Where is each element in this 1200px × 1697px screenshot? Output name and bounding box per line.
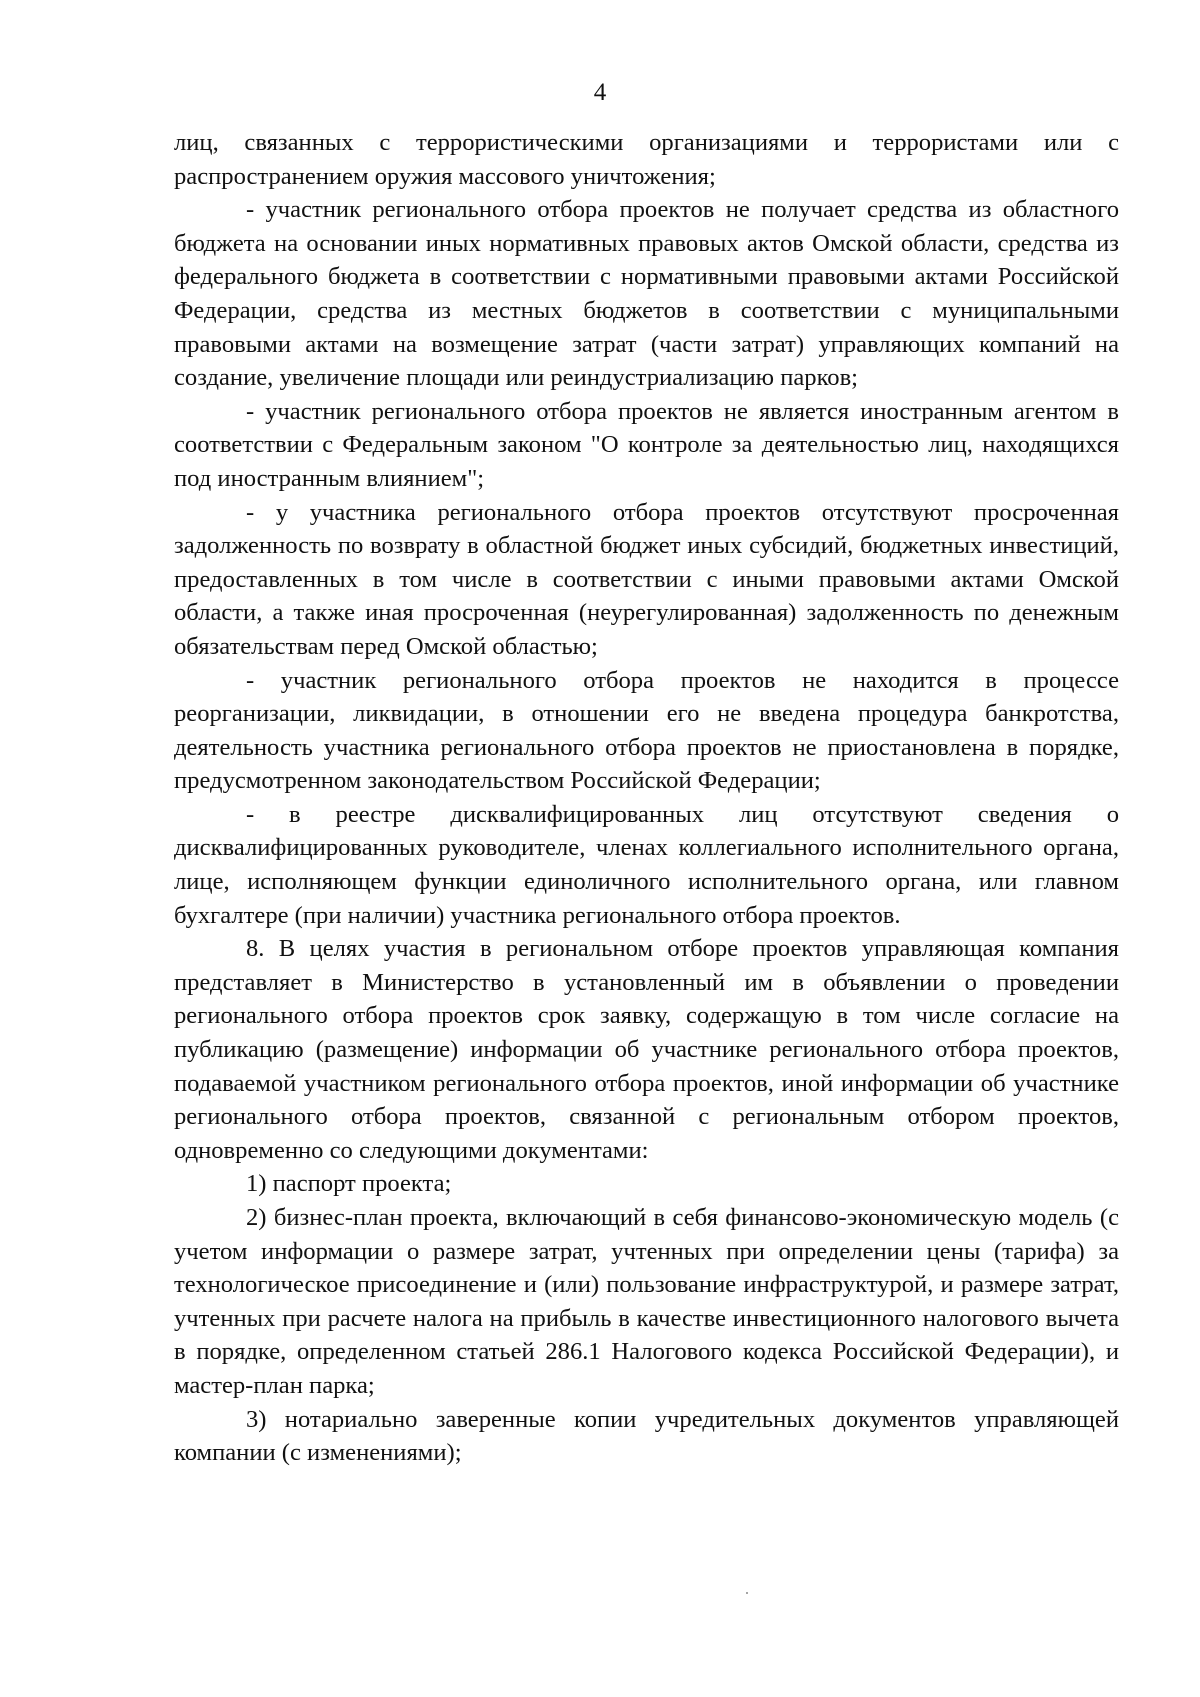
list-item-2: 2) бизнес-план проекта, включающий в себя финансово-экономическую модель (с учетом информации о размере затрат, учтенных при определении цены (тарифа) за технологическое присоединение и (или) пользование инфраструктурой, и размере затрат, учтенных при расчете налога на прибыль в качестве инвестиционного налогового вычета в порядке, определенном статьей 286.1 Налогового кодекса Российской Федерации), и мастер-план парка; xyxy=(174,1204,1119,1399)
page-number: 4 xyxy=(593,79,607,106)
paragraph-no-reorganization: - участник регионального отбора проектов не находится в процессе реорганизации, ликвидации, в отношении его не введена процедура банкротства, деятельность участника регионального отбора проектов не приостановлена в порядке, предусмотренном законодательством Российской Федерации; xyxy=(174,666,1119,795)
document-body xyxy=(174,126,1119,1470)
paragraph-no-overdue-debt: - у участника регионального отбора проектов отсутствуют просроченная задолженность по возврату в областной бюджет иных субсидий, бюджетных инвестиций, предоставленных в том числе в соответствии с иными правовыми актами Омской области, а также иная просроченная (неурегулированная) задолженность по денежным обязательствам перед Омской областью; xyxy=(174,498,1119,660)
list-item-3: 3) нотариально заверенные копии учредительных документов управляющей компании (с изменениями); xyxy=(174,1405,1119,1467)
paragraph-no-other-budget-funds: - участник регионального отбора проектов не получает средства из областного бюджета на основании иных нормативных правовых актов Омской области, средства из федерального бюджета в соответствии с нормативными правовыми актами Российской Федерации, средства из местных бюджетов в соответствии с муниципальными правовыми актами на возмещение затрат (части затрат) управляющих компаний на создание, увеличение площади или реиндустриализацию парков; xyxy=(174,196,1119,392)
paragraph-item-8: 8. В целях участия в региональном отборе проектов управляющая компания представляет в Министерство в установленный им в объявлении о проведении регионального отбора проектов срок заявку, содержащую в том числе согласие на публикацию (размещение) информации об участнике регионального отбора проектов, подаваемой участником регионального отбора проектов, иной информации об участнике регионального отбора проектов, связанной с региональным отбором проектов, одновременно со следующими документами: xyxy=(174,935,1119,1164)
scan-speck xyxy=(746,1592,748,1594)
paragraph-disqualified-persons: - в реестре дисквалифицированных лиц отсутствуют сведения о дисквалифицированных руководителе, членах коллегиального исполнительного органа, лице, исполняющем функции единоличного исполнительного органа, или главном бухгалтере (при наличии) участника регионального отбора проектов. xyxy=(174,800,1119,929)
list-item-1: 1) паспорт проекта; xyxy=(246,1170,452,1198)
paragraph-continuation: лиц, связанных с террористическими организациями и террористами или с распространением оружия массового уничтожения; xyxy=(174,129,1119,190)
paragraph-not-foreign-agent: - участник регионального отбора проектов не является иностранным агентом в соответствии с Федеральным законом "О контроле за деятельностью лиц, находящихся под иностранным влиянием"; xyxy=(174,397,1119,492)
